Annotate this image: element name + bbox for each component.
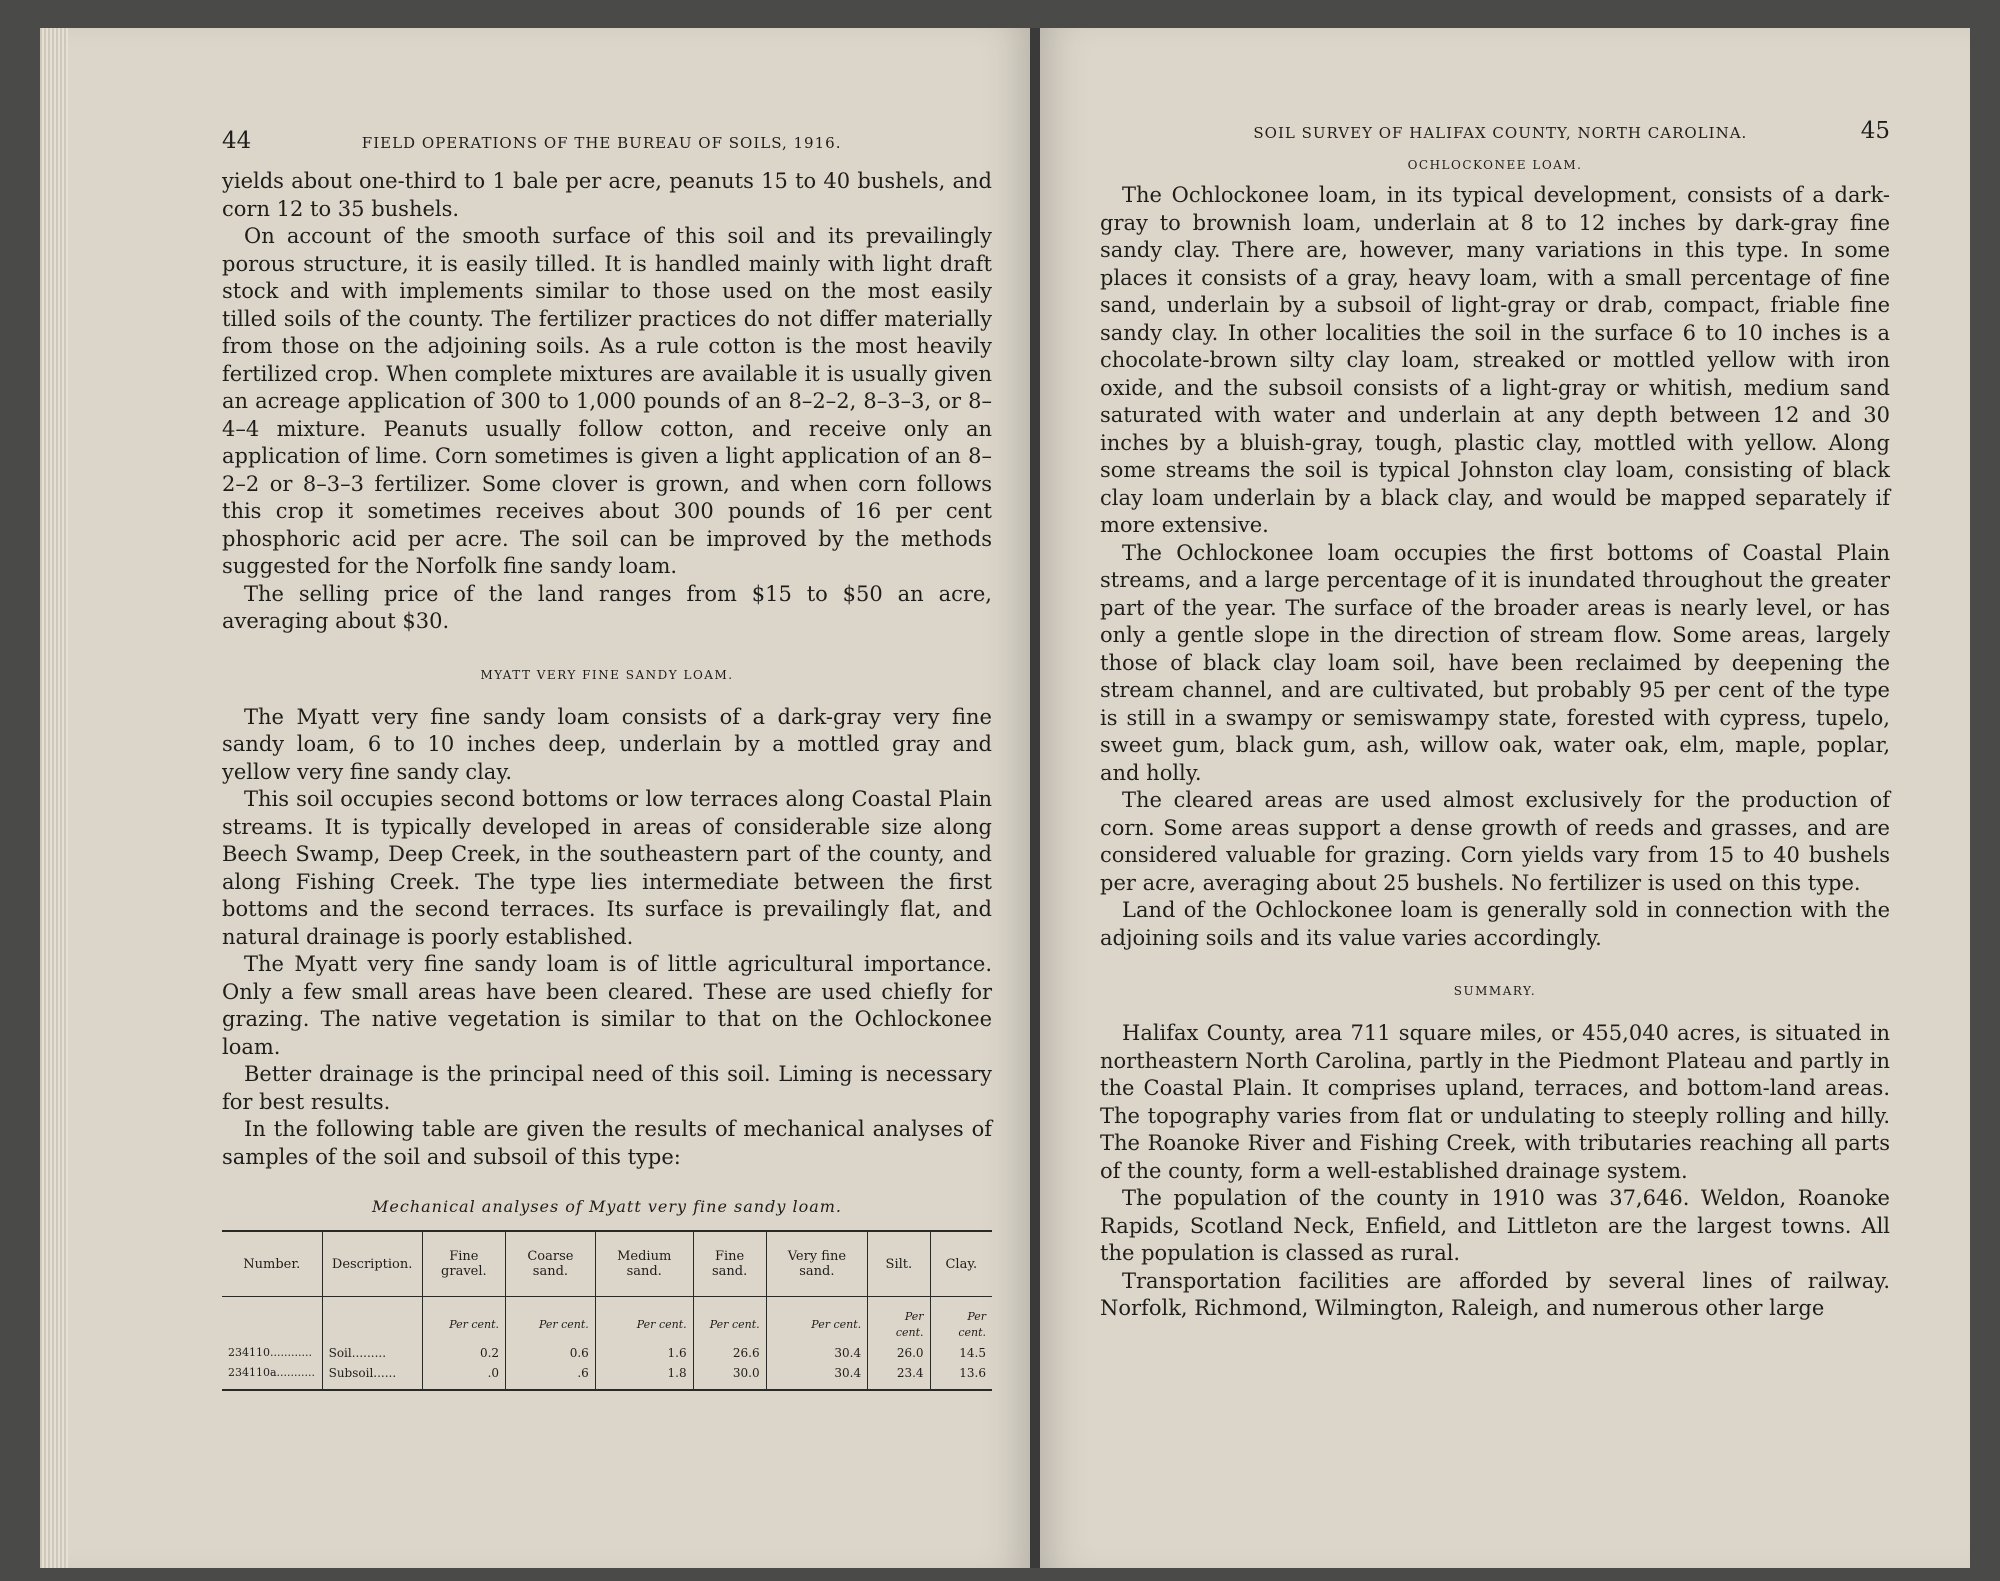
right-page <box>1040 28 1970 1568</box>
paragraph: yields about one-third to 1 bale per acre, peanuts 15 to 40 bushels, and corn 12 to 35 bushels. <box>222 169 992 221</box>
table-header: Coarse sand. <box>506 1231 596 1297</box>
table-header: Description. <box>322 1231 422 1297</box>
table-cell: 14.5 <box>930 1343 992 1363</box>
paragraph: The Myatt very fine sandy loam is of little agricultural importance. Only a few small areas have been cleared. These are used chiefly for grazing. The native vegetation is similar to that on the Ochlockonee loam. <box>222 952 992 1059</box>
section-heading: MYATT VERY FINE SANDY LOAM. <box>480 667 734 682</box>
right-running-head <box>1100 118 1890 144</box>
unit-cell: Per cent. <box>766 1297 868 1344</box>
table-cell: 1.8 <box>595 1363 693 1390</box>
page-edges <box>40 28 68 1568</box>
paragraph: Transportation facilities are afforded by several lines of railway. Norfolk, Richmond, Wilmington, Raleigh, and numerous other large <box>1100 1268 1890 1320</box>
table-row <box>222 1343 992 1363</box>
unit-cell: Per cent. <box>693 1297 766 1344</box>
left-page <box>40 28 1030 1568</box>
table-cell: .6 <box>506 1363 596 1390</box>
table-cell: 234110............ <box>228 1346 312 1359</box>
table-cell: 23.4 <box>868 1363 930 1390</box>
page-number: 45 <box>1860 118 1890 144</box>
unit-cell: Per cent. <box>868 1297 930 1344</box>
table-header: Very fine sand. <box>766 1231 868 1297</box>
table-cell: 30.0 <box>693 1363 766 1390</box>
paragraph: The Ochlockonee loam occupies the first bottoms of Coastal Plain streams, and a large percentage of it is inundated throughout the greater part of the year. The surface of the broader areas is nearly level, or has only a gentle slope in the direction of stream flow. Some areas, largely those of black clay loam soil, have been reclaimed by deepening the stream channel, and are cultivated, but probably 95 per cent of the type is still in a swampy or semiswampy state, forested with cypress, tupelo, sweet gum, black gum, ash, willow oak, water oak, elm, maple, poplar, and holly. <box>1100 540 1890 785</box>
paragraph: This soil occupies second bottoms or low terraces along Coastal Plain streams. It is typically developed in areas of considerable size along Beech Swamp, Deep Creek, in the southeastern part of the county, and along Fishing Creek. The type lies intermediate between the first bottoms and the second terraces. Its surface is prevailingly flat, and natural drainage is poorly established. <box>222 787 992 949</box>
unit-cell: Per cent. <box>506 1297 596 1344</box>
table-units-row <box>222 1297 992 1344</box>
table-cell: 30.4 <box>766 1343 868 1363</box>
table-cell: 1.6 <box>595 1343 693 1363</box>
table-cell: 13.6 <box>930 1363 992 1390</box>
paragraph: The Myatt very fine sandy loam consists of a dark-gray very fine sandy loam, 6 to 10 inches deep, underlain by a mottled gray and yellow very fine sandy clay. <box>222 704 992 784</box>
table-cell: 0.6 <box>506 1343 596 1363</box>
unit-cell: Per cent. <box>595 1297 693 1344</box>
table-header: Number. <box>222 1231 322 1297</box>
mechanical-analyses-table <box>222 1230 992 1391</box>
open-book <box>40 28 1970 1568</box>
table-cell <box>222 1297 322 1344</box>
table-header: Silt. <box>868 1231 930 1297</box>
page-number: 44 <box>222 128 252 154</box>
table-cell: .0 <box>422 1363 505 1390</box>
unit-cell: Per cent. <box>422 1297 505 1344</box>
table-cell: 26.0 <box>868 1343 930 1363</box>
paragraph: Halifax County, area 711 square miles, or 455,040 acres, is situated in northeastern North Carolina, partly in the Piedmont Plateau and partly in the Coastal Plain. It comprises upland, terraces, and bottom-land areas. The topography varies from flat or undulating to steeply rolling and hilly. The Roanoke River and Fishing Creek, with tributaries reaching all parts of the county, form a well-established drainage system. <box>1100 1021 1890 1183</box>
table-header: Fine sand. <box>693 1231 766 1297</box>
right-text-column <box>1100 118 1890 1323</box>
table-header: Clay. <box>930 1231 992 1297</box>
table-cell: Soil......... <box>322 1343 422 1363</box>
paragraph: On account of the smooth surface of this soil and its prevailingly porous structure, it is easily tilled. It is handled mainly with light draft stock and with implements similar to those used on the most easily tilled soils of the county. The fertilizer practices do not differ materially from those on the adjoining soils. As a rule cotton is the most heavily fertilized crop. When complete mixtures are available it is usually given an acreage application of 300 to 1,000 pounds of an 8–2–2, 8–3–3, or 8–4–4 mixture. Peanuts usually follow cotton, and receive only an application of lime. Corn sometimes is given a light application of an 8–2–2 or 8–3–3 fertilizer. Some clover is grown, and when corn follows this crop it sometimes receives about 300 pounds of 16 per cent phosphoric acid per acre. The soil can be improved by the methods suggested for the Norfolk fine sandy loam. <box>222 224 992 578</box>
table-header: Medium sand. <box>595 1231 693 1297</box>
table-header-row <box>222 1231 992 1297</box>
section-heading: SUMMARY. <box>1453 984 1537 998</box>
paragraph: The cleared areas are used almost exclusively for the production of corn. Some areas support a dense growth of reeds and grasses, and are considered valuable for grazing. Corn yields vary from 15 to 40 bushels per acre, averaging about 25 bushels. No fertilizer is used on this type. <box>1100 788 1890 895</box>
table-cell: 30.4 <box>766 1363 868 1390</box>
unit-cell: Per cent. <box>930 1297 992 1344</box>
paragraph: The population of the county in 1910 was 37,646. Weldon, Roanoke Rapids, Scotland Neck, Enfield, and Littleton are the largest towns. All the population is classed as rural. <box>1100 1186 1890 1265</box>
paragraph: The selling price of the land ranges from $15 to $50 an acre, averaging about $30. <box>222 581 992 633</box>
section-heading: OCHLOCKONEE LOAM. <box>1407 158 1583 172</box>
left-running-head <box>222 128 992 154</box>
table-title: Mechanical analyses of Myatt very fine sandy loam. <box>372 1197 842 1216</box>
paragraph: In the following table are given the results of mechanical analyses of samples of the soil and subsoil of this type: <box>222 1117 992 1169</box>
table-cell: 0.2 <box>422 1343 505 1363</box>
running-head-title: SOIL SURVEY OF HALIFAX COUNTY, NORTH CAROLINA. <box>1253 124 1748 142</box>
table-cell: 234110a........... <box>228 1366 316 1379</box>
left-text-column <box>222 128 992 1391</box>
table-cell <box>322 1297 422 1344</box>
paragraph: The Ochlockonee loam, in its typical development, consists of a dark-gray to brownish loam, underlain at 8 to 12 inches by dark-gray fine sandy clay. There are, however, many variations in this type. In some places it consists of a gray, heavy loam, with a small percentage of fine sand, underlain by a subsoil of light-gray or drab, compact, friable fine sandy clay. In other localities the soil in the surface 6 to 10 inches is a chocolate-brown silty clay loam, streaked or mottled yellow with iron oxide, and the subsoil consists of a light-gray or whitish, medium sand saturated with water and underlain at any depth between 12 and 30 inches by a bluish-gray, tough, plastic clay, mottled with yellow. Along some streams the soil is typical Johnston clay loam, consisting of black clay loam underlain by a black clay, and would be mapped separately if more extensive. <box>1100 183 1890 537</box>
table-header: Fine gravel. <box>422 1231 505 1297</box>
paragraph: Better drainage is the principal need of this soil. Liming is necessary for best results. <box>222 1062 992 1114</box>
table-cell: 26.6 <box>693 1343 766 1363</box>
table-row <box>222 1363 992 1390</box>
table-cell: Subsoil...... <box>322 1363 422 1390</box>
running-head-title: FIELD OPERATIONS OF THE BUREAU OF SOILS, 1916. <box>361 134 842 152</box>
paragraph: Land of the Ochlockonee loam is generally sold in connection with the adjoining soils and its value varies accordingly. <box>1100 898 1890 950</box>
